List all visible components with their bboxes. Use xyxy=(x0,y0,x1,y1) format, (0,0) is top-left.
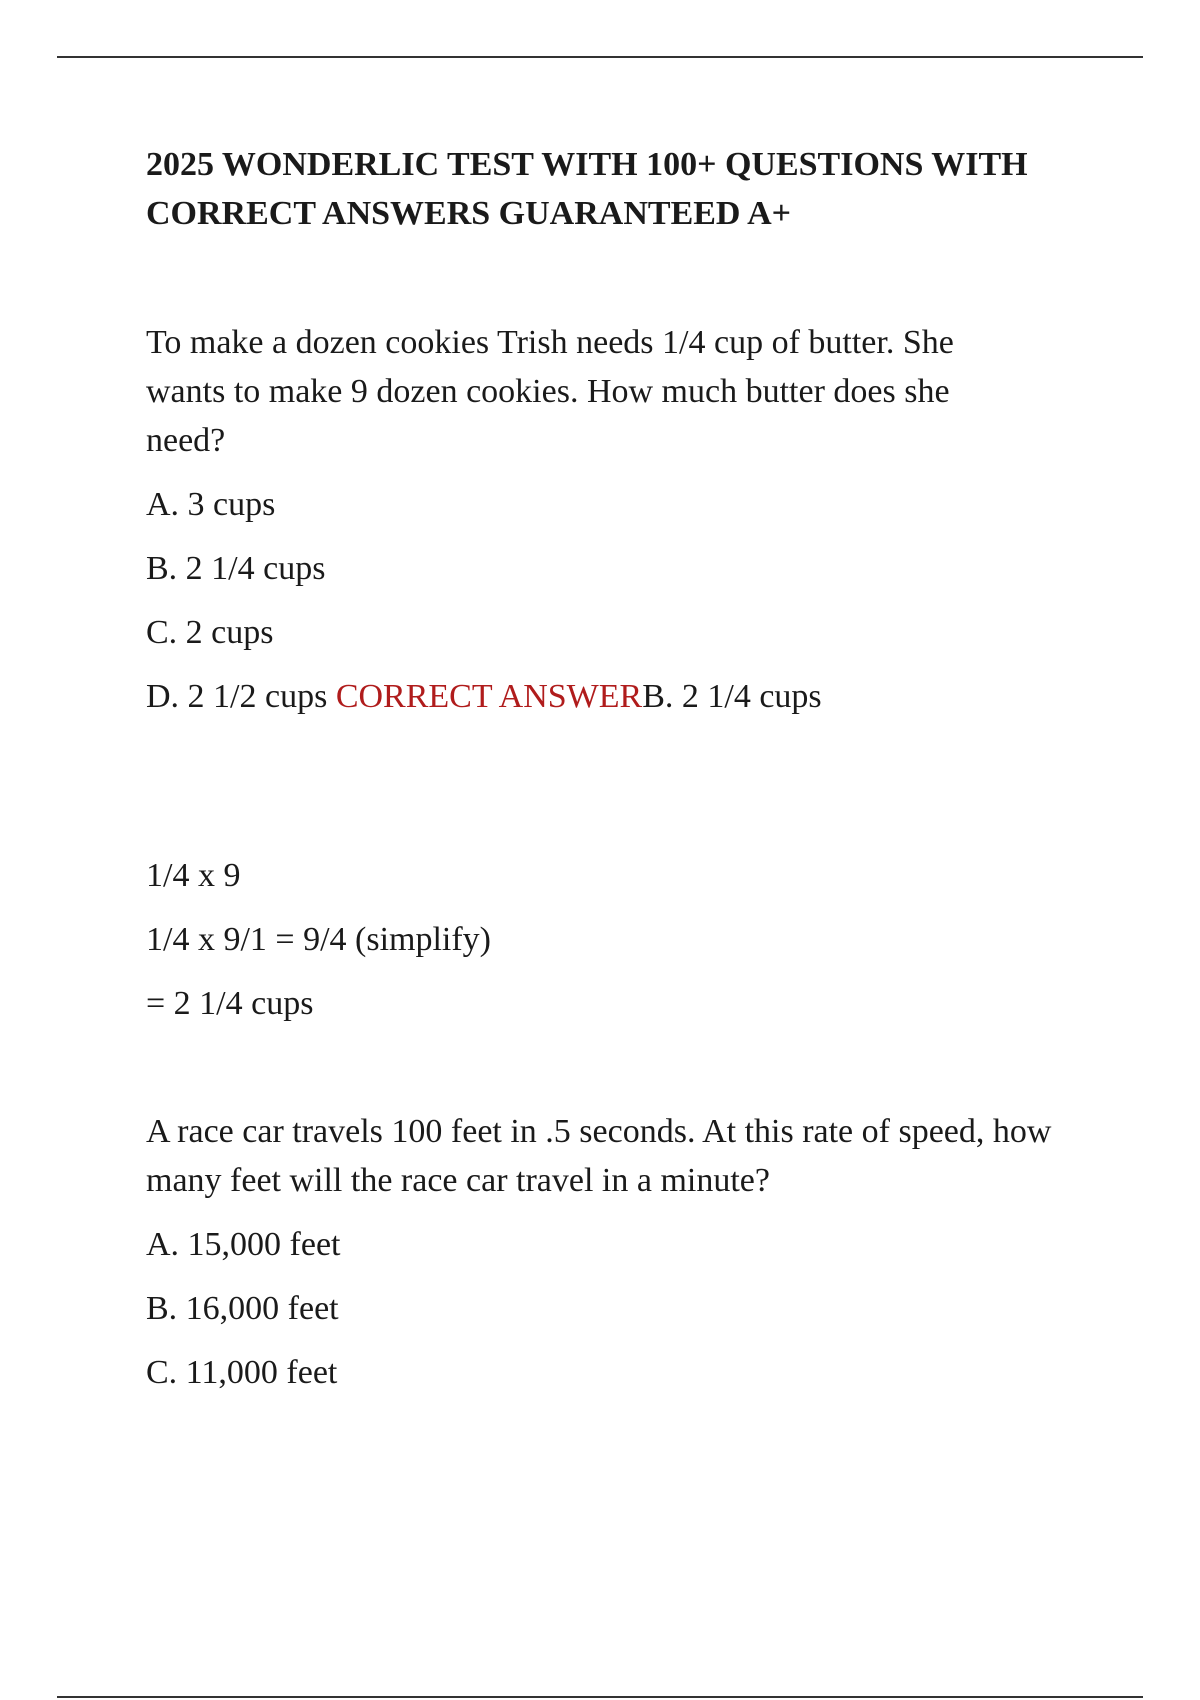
question-1-option-d: D. 2 1/2 cups xyxy=(146,678,328,715)
question-1-option-c: C. 2 cups xyxy=(146,614,274,651)
question-1-option-a: A. 3 cups xyxy=(146,486,276,523)
question-1-option-b: B. 2 1/4 cups xyxy=(146,550,326,587)
correct-answer-label: CORRECT ANSWER xyxy=(335,678,643,715)
question-1-work xyxy=(146,851,1106,1028)
question-2-option-c: C. 11,000 feet xyxy=(146,1354,338,1391)
question-1 xyxy=(146,318,1106,1028)
top-rule xyxy=(57,56,1143,58)
question-2-option-b: B. 16,000 feet xyxy=(146,1290,339,1327)
work-line-2: 1/4 x 9/1 = 9/4 (simplify) xyxy=(146,921,491,958)
page-content xyxy=(146,140,1106,1397)
question-2 xyxy=(146,1107,1106,1397)
document-title xyxy=(146,140,1106,238)
question-2-text: A race car travels 100 feet in .5 seconds. At this rate of speed, how many feet will the race car travel in a minute? xyxy=(146,1113,1052,1199)
correct-answer-value: B. 2 1/4 cups xyxy=(642,678,822,715)
question-1-option-d-line xyxy=(146,672,1106,721)
question-2-option-a: A. 15,000 feet xyxy=(146,1226,341,1263)
bottom-rule xyxy=(57,1696,1143,1698)
work-line-3: = 2 1/4 cups xyxy=(146,985,314,1022)
question-1-text: To make a dozen cookies Trish needs 1/4 cup of butter. She wants to make 9 dozen cookies. How much butter does she need? xyxy=(146,324,954,459)
title-line-2: CORRECT ANSWERS GUARANTEED A+ xyxy=(146,195,792,232)
work-line-1: 1/4 x 9 xyxy=(146,857,241,894)
title-line-1: 2025 WONDERLIC TEST WITH 100+ QUESTIONS WITH xyxy=(146,146,1028,183)
